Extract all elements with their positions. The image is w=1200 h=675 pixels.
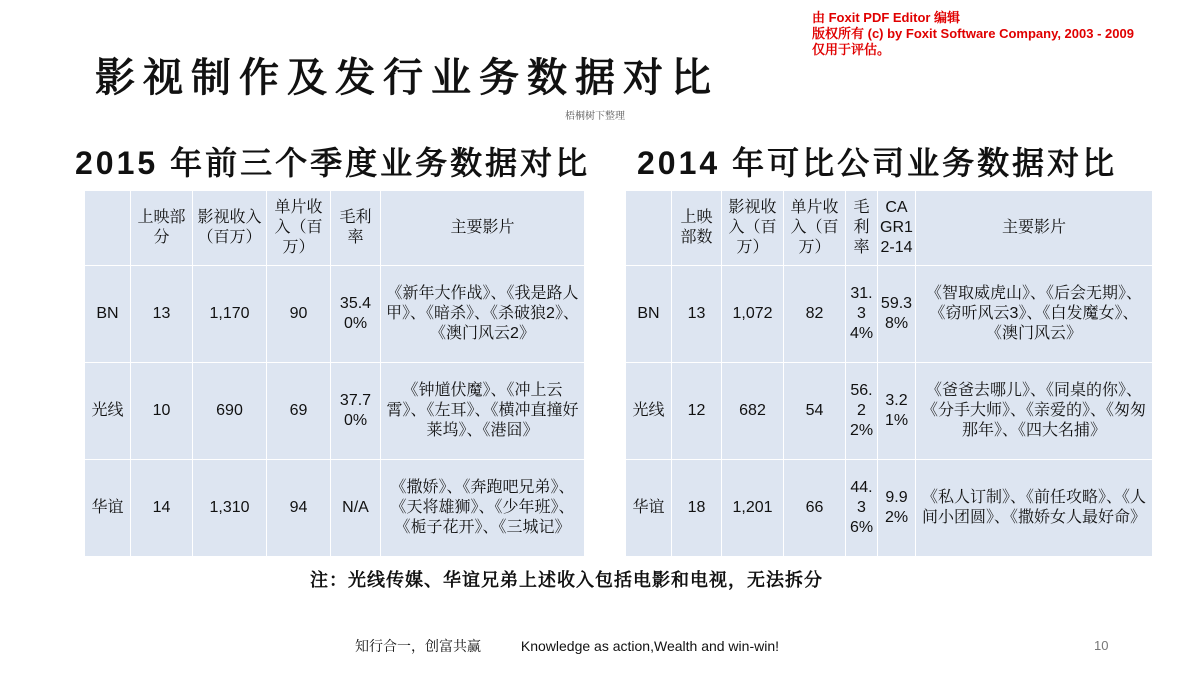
table-row [626, 363, 1153, 460]
cell-count: 13 [672, 266, 722, 363]
cell-count: 12 [672, 363, 722, 460]
cell-company: BN [85, 266, 131, 363]
cell-films: 《私人订制》、《前任攻略》、《人间小团圆》、《撒娇女人最好命》 [916, 460, 1153, 557]
header-cell [626, 191, 672, 266]
table-2014 [625, 190, 1153, 557]
header-cell: 单片收入（百万） [267, 191, 331, 266]
cell-cagr: 59.38% [878, 266, 916, 363]
cell-margin: 56.22% [846, 363, 878, 460]
header-cell: CAGR12-14 [878, 191, 916, 266]
cell-count: 14 [131, 460, 193, 557]
cell-per-film: 66 [784, 460, 846, 557]
cell-per-film: 90 [267, 266, 331, 363]
source-note: 梧桐树下整理 [565, 111, 625, 122]
cell-company: 华谊 [626, 460, 672, 557]
cell-films: 《新年大作战》、《我是路人甲》、《暗杀》、《杀破狼2》、《澳门风云2》 [381, 266, 585, 363]
cell-margin: 35.40% [331, 266, 381, 363]
table-header-row [626, 191, 1153, 266]
watermark-line-1: 由 Foxit PDF Editor 编辑 [812, 10, 961, 25]
header-cell: 影视收入（百万） [722, 191, 784, 266]
footer [355, 636, 779, 656]
table-row [85, 460, 585, 557]
cell-count: 18 [672, 460, 722, 557]
cell-revenue: 1,170 [193, 266, 267, 363]
header-cell [85, 191, 131, 266]
footer-slogan-en: Knowledge as action,Wealth and win-win! [520, 638, 780, 654]
cell-films: 《钟馗伏魔》、《冲上云霄》、《左耳》、《横冲直撞好莱坞》、《港囧》 [381, 363, 585, 460]
header-cell: 单片收入（百万） [784, 191, 846, 266]
cell-films: 《爸爸去哪儿》、《同桌的你》、《分手大师》、《亲爱的》、《匆匆那年》、《四大名捕》 [916, 363, 1153, 460]
cell-revenue: 682 [722, 363, 784, 460]
cell-revenue: 1,310 [193, 460, 267, 557]
header-cell: 上映部分 [131, 191, 193, 266]
cell-films: 《撒娇》、《奔跑吧兄弟》、《天将雄狮》、《少年班》、《栀子花开》、《三城记》 [381, 460, 585, 557]
header-cell: 毛利率 [846, 191, 878, 266]
cell-count: 13 [131, 266, 193, 363]
right-section-title: 2014 年可比公司业务数据对比 [637, 145, 1118, 181]
cell-films: 《智取威虎山》、《后会无期》、《窃听风云3》、《白发魔女》、《澳门风云》 [916, 266, 1153, 363]
cell-margin: N/A [331, 460, 381, 557]
cell-cagr: 9.92% [878, 460, 916, 557]
cell-margin: 44.36% [846, 460, 878, 557]
cell-revenue: 1,072 [722, 266, 784, 363]
footer-slogan-cn: 知行合一，创富共赢 [355, 638, 481, 654]
cell-company: 光线 [626, 363, 672, 460]
table-row [85, 363, 585, 460]
table-header-row [85, 191, 585, 266]
header-cell: 主要影片 [381, 191, 585, 266]
foxit-watermark [812, 10, 1134, 58]
cell-cagr: 3.21% [878, 363, 916, 460]
header-cell: 主要影片 [916, 191, 1153, 266]
cell-count: 10 [131, 363, 193, 460]
watermark-line-3: 仅用于评估。 [812, 42, 891, 57]
cell-margin: 31.34% [846, 266, 878, 363]
table-2015 [84, 190, 585, 557]
header-cell: 毛利率 [331, 191, 381, 266]
page-number: 10 [1094, 638, 1109, 653]
cell-per-film: 94 [267, 460, 331, 557]
table-row [626, 460, 1153, 557]
cell-per-film: 54 [784, 363, 846, 460]
table-row [85, 266, 585, 363]
cell-revenue: 690 [193, 363, 267, 460]
footnote: 注：光线传媒、华谊兄弟上述收入包括电影和电视，无法拆分 [310, 570, 823, 590]
left-section-title: 2015 年前三个季度业务数据对比 [75, 145, 591, 181]
header-cell: 上映部数 [672, 191, 722, 266]
cell-company: 光线 [85, 363, 131, 460]
cell-company: 华谊 [85, 460, 131, 557]
cell-revenue: 1,201 [722, 460, 784, 557]
cell-per-film: 69 [267, 363, 331, 460]
slide-title: 影视制作及发行业务数据对比 [95, 56, 719, 100]
table-row [626, 266, 1153, 363]
watermark-line-2: 版权所有 (c) by Foxit Software Company, 2003 - 2009 [812, 26, 1134, 41]
header-cell: 影视收入（百万） [193, 191, 267, 266]
cell-per-film: 82 [784, 266, 846, 363]
cell-margin: 37.70% [331, 363, 381, 460]
cell-company: BN [626, 266, 672, 363]
